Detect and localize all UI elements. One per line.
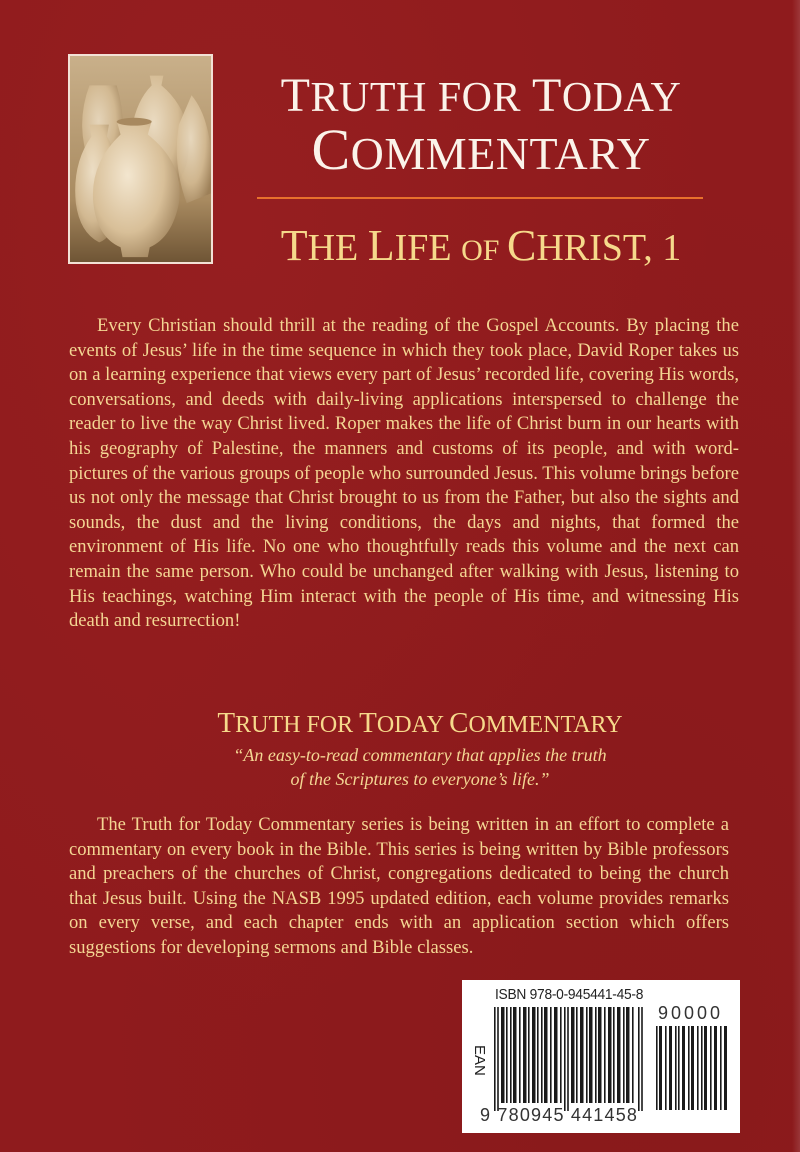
title-divider-rule — [257, 197, 703, 199]
series-heading: TRUTH FOR TODAY COMMENTARY — [217, 707, 623, 739]
series-description: The Truth for Today Commentary series is being written in an effort to complete a commentary on every book in the Bible. This series is being written by Bible professors and preachers of the churches of Christ, congregations dedicated to being the church that Jesus built. Using the NASB 1995 updated edition, each volume provides remarks on every verse, and each chapter ends with an application section which offers suggestions for developing sermons and Bible classes. — [69, 814, 729, 958]
volume-subtitle: THE LIFE OF CHRIST, 1 — [280, 221, 682, 270]
barcode-bars-icon — [494, 1007, 644, 1111]
price-addon-digits: 90000 — [658, 1003, 724, 1023]
ean-label: EAN — [471, 1045, 488, 1076]
barcode-digits: 9 780945 441458 — [480, 1105, 639, 1125]
book-description: Every Christian should thrill at the reading of the Gospel Accounts. By placing the events of Jesus’ life in the time sequence in which they took place, David Roper takes us on a learning experience that views every part of Jesus’ recorded life, covering His words, conversations, and deeds with daily-living applications interspersed to challenge the reader to live the way Christ lived. Roper makes the life of Christ burn in our hearts with his geography of Palestine, the manners and customs of its people, and with word-pictures of the various groups of people who surrounded Jesus. This volume brings before us not only the message that Christ brought to us from the Father, but also the sights and sounds, the dust and the living conditions, the days and nights, that formed the environment of His life. No one who thoughtfully reads this volume and the next can remain the same person. Who could be unchanged after walking with Jesus, listening to His teachings, watching Him interact with the people of His time, and witnessing His death and resurrection! — [69, 315, 739, 632]
title-line-commentary: COMMENTARY — [311, 117, 651, 182]
isbn-barcode — [462, 980, 740, 1133]
vases-illustration-icon — [70, 56, 211, 262]
isbn-label: ISBN 978-0-945441-45-8 — [495, 986, 644, 1003]
quote-line-1: “An easy-to-read commentary that applies the truth — [233, 745, 607, 765]
cover-photo-vases — [68, 54, 213, 264]
series-tagline-quote — [200, 743, 640, 791]
addon-barcode-bars-icon — [656, 1026, 730, 1110]
title-line-truth-for-today: TRUTH FOR TODAY — [280, 69, 682, 122]
series-title — [255, 69, 707, 182]
cover-edge — [792, 0, 800, 1152]
quote-line-2: of the Scriptures to everyone’s life.” — [290, 769, 550, 789]
